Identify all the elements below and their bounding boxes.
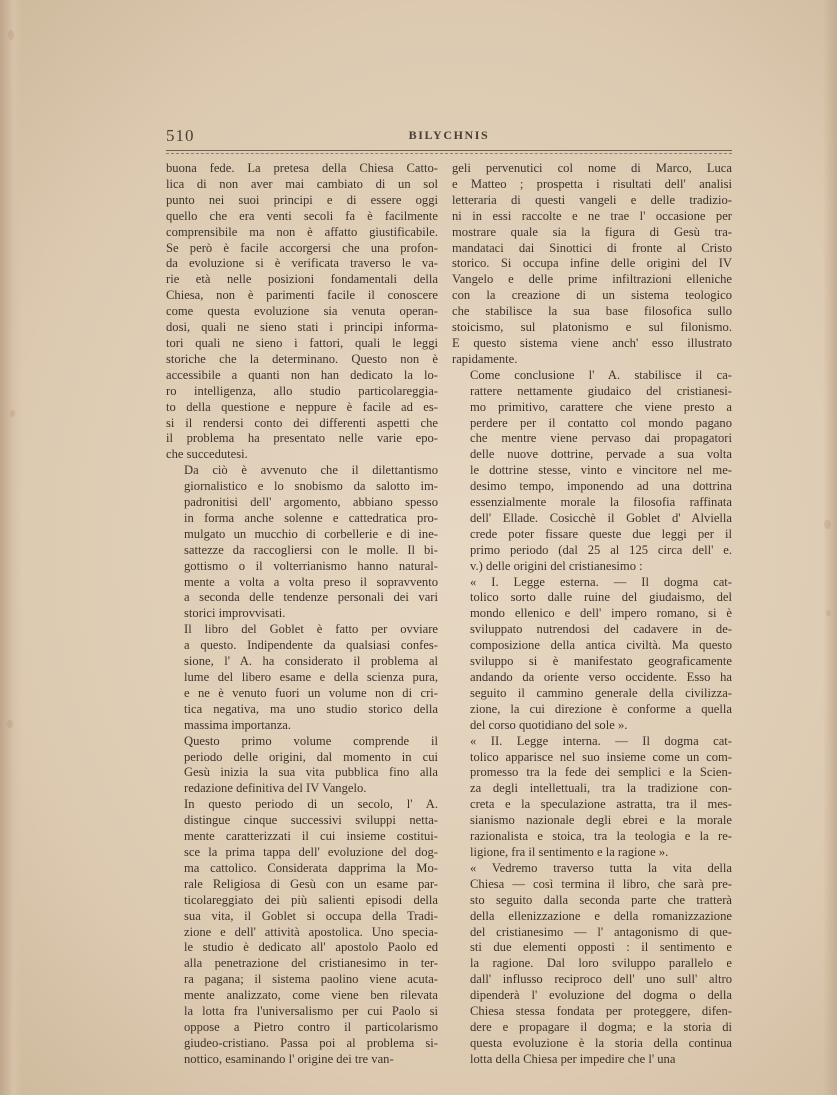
text-line: del cristianesimo — l' antagonismo di que- (470, 924, 732, 939)
text-line: sione, l' A. ha considerato il problema al (184, 654, 438, 669)
text-line: storici improvvisati. (184, 606, 286, 621)
text-line: In questo periodo di un secolo, l' A. (184, 797, 438, 812)
text-line: lume del libero esame e della scienza pura, (184, 670, 438, 684)
text-line: storiche che la determinano. Questo non è (166, 351, 438, 366)
text-line: quello che era venti secoli fa è facilmente (166, 208, 438, 223)
text-line: accessibile a quanti non han dedicato la lo- (166, 367, 438, 382)
text-line: ni in essi raccolte e ne trae l' occasione per (452, 208, 732, 223)
text-line: mandataci dai Sinottici di fronte al Cristo (452, 240, 732, 255)
text-line: za degli intellettuali, tra la tradizione con- (470, 781, 732, 796)
text-line: mondo ellenico e dell' impero romano, si è (470, 606, 732, 621)
text-line: le dottrine stesse, vinto e vincitore nel me- (470, 463, 732, 478)
text-line: Chiesa stessa fondata per proteggere, difen- (470, 1004, 732, 1019)
text-line: sto seguito dalla seconda parte che tratterà (470, 892, 732, 907)
text-line: dell' Ellade. Cosicchè il Goblet d' Alviella (470, 510, 732, 525)
text-line: promesso tra la fede dei semplici e la Scien- (470, 765, 732, 780)
text-line: e Matteo ; prospetta i risultati dell' analisi (452, 176, 732, 191)
text-line: da evoluzione si è verificata traverso le va- (166, 256, 438, 271)
paragraph (452, 368, 732, 575)
header-rule (166, 150, 732, 151)
text-line: primo periodo (dal 25 al 125 circa dell' e. (470, 542, 732, 557)
text-line: e ne è venuto fuori un volume non di cri- (184, 685, 438, 700)
text-line: la lotta fra l'universalismo per cui Paolo si (184, 1004, 438, 1019)
paragraph (452, 734, 732, 861)
text-line: geli pervenutici col nome di Marco, Luca (452, 161, 732, 175)
text-line: che stabilisce la sua base filosofica sullo (452, 304, 732, 319)
text-line: creta e la speculazione astratta, tra il mes- (470, 797, 732, 812)
text-line: sviluppo si è manifestato geograficamente (470, 654, 732, 669)
text-line: composizione della antica civiltà. Ma questo (470, 638, 732, 653)
text-line: tica negativa, ma uno studio storico della (184, 701, 438, 716)
text-line: dall' influsso reciproco dell' uno sull' altro (470, 972, 732, 987)
text-line: che succedutesi. (166, 447, 248, 462)
text-line: sce la prima tappa dell' evoluzione del dog- (184, 844, 438, 859)
paragraph (452, 161, 732, 368)
text-line: il problema ha presentato nelle varie epo- (166, 431, 438, 446)
text-line: ligione, fra il sentimento e la ragione ». (470, 844, 669, 859)
text-line: ro intelligenza, allo studio particolareggia- (166, 383, 438, 398)
text-line: le studio è dedicato all' apostolo Paolo ed (184, 940, 438, 955)
paragraph (166, 622, 438, 733)
paragraph (452, 575, 732, 734)
paragraph (452, 861, 732, 1068)
text-line: punto nei suoi principi e di essere oggi (166, 192, 438, 207)
right-column (452, 161, 732, 1068)
text-line: stoicismo, sul platonismo e sul filonismo. (452, 320, 732, 335)
text-line: comprensibile ma non è affatto giustificabile. (166, 224, 438, 239)
text-line: tori quali ne sieno i fattori, quali le leggi (166, 335, 438, 350)
text-line: questa evoluzione è la storia della continua (470, 1035, 732, 1050)
paragraph (166, 161, 438, 463)
text-line: zione e dell' attività apostolica. Uno specia- (184, 924, 438, 939)
header-rule-dashed (166, 153, 732, 154)
text-line: distingue cinque successivi sviluppi netta- (184, 813, 438, 828)
text-line: mente a volta a volta preso il sopravvento (184, 574, 438, 589)
text-line: v.) delle origini del cristianesimo : (470, 558, 643, 573)
text-line: sti due elementi opposti : il sentimento e (470, 940, 732, 955)
text-line: letteraria di questi vangeli e delle tradizio- (452, 192, 732, 207)
paragraph (166, 734, 438, 798)
text-line: lica di non aver mai cambiato di un sol (166, 176, 438, 191)
text-line: rie età nelle posizioni fondamentali della (166, 272, 438, 287)
text-line: rale Religiosa di Gesù con un esame par- (184, 876, 438, 891)
text-line: Se però è facile accorgersi che una profon- (166, 240, 438, 255)
text-line: rattere nettamente giudaico del cristianesi- (470, 383, 732, 398)
text-line: Questo primo volume comprende il (184, 733, 438, 748)
text-line: « II. Legge interna. — Il dogma cat- (470, 733, 732, 748)
text-line: del corso quotidiano del sole ». (470, 717, 628, 732)
text-line: storico. Si occupa infine delle origini del IV (452, 256, 732, 271)
text-line: periodo delle origini, dal momento in cui (184, 749, 438, 764)
text-line: a questo. Indipendente da qualsiasi confes- (184, 638, 438, 653)
text-line: con la creazione di un sistema teologico (452, 288, 732, 303)
text-line: mulgato un mucchio di corbellerie e di ine- (184, 526, 438, 541)
text-line: mostrare quale sia la figura di Gesù tra- (452, 224, 732, 239)
text-line: gottismo o il volterrianismo hanno natural- (184, 558, 438, 573)
text-line: « I. Legge esterna. — Il dogma cat- (470, 574, 732, 589)
text-line: come questa evoluzione sia venuta operan- (166, 304, 438, 319)
text-line: Il libro del Goblet è fatto per ovviare (184, 622, 438, 637)
page-header (166, 126, 732, 148)
text-line: zione, la cui direzione è conforme a quella (470, 701, 732, 716)
text-line: Da ciò è avvenuto che il dilettantismo (184, 463, 438, 478)
text-line: Come conclusione l' A. stabilisce il ca- (470, 367, 732, 382)
text-line: dosi, quali ne sieno stati i principi informa- (166, 320, 438, 335)
text-line: Chiesa, non è parimenti facile il conoscere (166, 288, 438, 303)
text-line: mente caratterizzati il cui insieme costitui- (184, 829, 438, 844)
paragraph (166, 797, 438, 1067)
text-line: la ragione. Dal loro sviluppo parallelo e (470, 956, 732, 971)
text-line: delle nuove dottrine, pervade a sua volta (470, 447, 732, 462)
text-line: che mentre viene pervaso dai propagatori (470, 431, 732, 446)
page-number: 510 (166, 126, 195, 145)
text-line: crede poter fissare queste due leggi per il (470, 526, 732, 541)
text-line: padronitisi dell' argomento, abbiano spesso (184, 495, 438, 510)
text-line: in forma anche solenne e cattedratica pro- (184, 510, 438, 525)
text-line: buona fede. La pretesa della Chiesa Catto- (166, 161, 438, 175)
text-line: Gesù inizia la sua vita pubblica fino alla (184, 765, 438, 780)
text-line: lotta della Chiesa per impedire che l' una (470, 1051, 676, 1066)
text-line: ticolareggiato dei più salienti episodi della (184, 892, 438, 907)
text-line: dipenderà l' evoluzione del dogma o della (470, 988, 732, 1003)
text-line: ma cattolico. Considerata dapprima la Mo- (184, 860, 438, 875)
text-line: della ellenizzazione e della romanizzazione (470, 908, 732, 923)
text-line: giornalistico e lo snobismo da salotto im- (184, 479, 438, 494)
text-line: perdere per il contatto col mondo pagano (470, 415, 732, 430)
paragraph (166, 463, 438, 622)
text-line: oppose a Pietro contro il particolarismo (184, 1019, 438, 1034)
text-line: alla penetrazione del cristianesimo in ter- (184, 956, 438, 971)
text-line: tolico sorto dalle ruine del giudaismo, del (470, 590, 732, 605)
text-line: dere e propagare il dogma; e la storia di (470, 1019, 732, 1034)
text-line: sviluppato nutrendosi del cadavere in de- (470, 622, 732, 637)
text-line: mo primitivo, carattere che viene presto a (470, 399, 732, 414)
text-line: seguito il cammino generale della civilizza- (470, 685, 732, 700)
text-line: massima importanza. (184, 717, 292, 732)
text-line: ra pagana; il sistema paolino viene acuta- (184, 972, 438, 987)
page-edge-shadow (823, 0, 837, 1095)
text-line: sua vita, il Goblet si occupa della Tradi- (184, 908, 438, 923)
text-line: « Vedremo traverso tutta la vita della (470, 860, 732, 875)
binding-shadow (0, 0, 22, 1095)
text-line: Vangelo e delle prime infiltrazioni elleniche (452, 272, 732, 287)
text-line: nottico, esaminando l' origine dei tre van- (184, 1051, 394, 1066)
text-line: sattezze da raccogliersi con le molle. Il bi- (184, 542, 438, 557)
text-line: redazione definitiva del IV Vangelo. (184, 781, 367, 796)
text-line: E questo sistema viene anch' esso illustrato (452, 335, 732, 350)
text-line: rapidamente. (452, 351, 518, 366)
text-line: a seconda delle tendenze personali dei vari (184, 590, 438, 605)
text-line: tolico apparisce nel suo insieme come un com- (470, 749, 732, 764)
text-line: giudeo-cristiano. Passa poi al problema si- (184, 1035, 438, 1050)
text-line: si il rendersi conto dei differenti aspetti che (166, 415, 438, 430)
text-line: razionalista e stoica, tra la teologia e la re- (470, 829, 732, 844)
text-line: andando da oriente verso occidente. Esso ha (470, 670, 732, 684)
text-line: Chiesa — così termina il libro, che sarà pre- (470, 876, 732, 891)
text-line: sianismo nazionale degli ebrei e la morale (470, 813, 732, 828)
running-head: BILYCHNIS (408, 128, 490, 142)
text-line: desimo tempo, imponendo ad una dottrina (470, 479, 732, 494)
text-line: essenzialmente morale la filosofia raffinata (470, 495, 732, 510)
left-column (166, 161, 438, 1068)
text-line: mente analizzato, come viene ben rilevata (184, 988, 438, 1003)
text-line: to della questione e neppure è facile ad es- (166, 399, 438, 414)
